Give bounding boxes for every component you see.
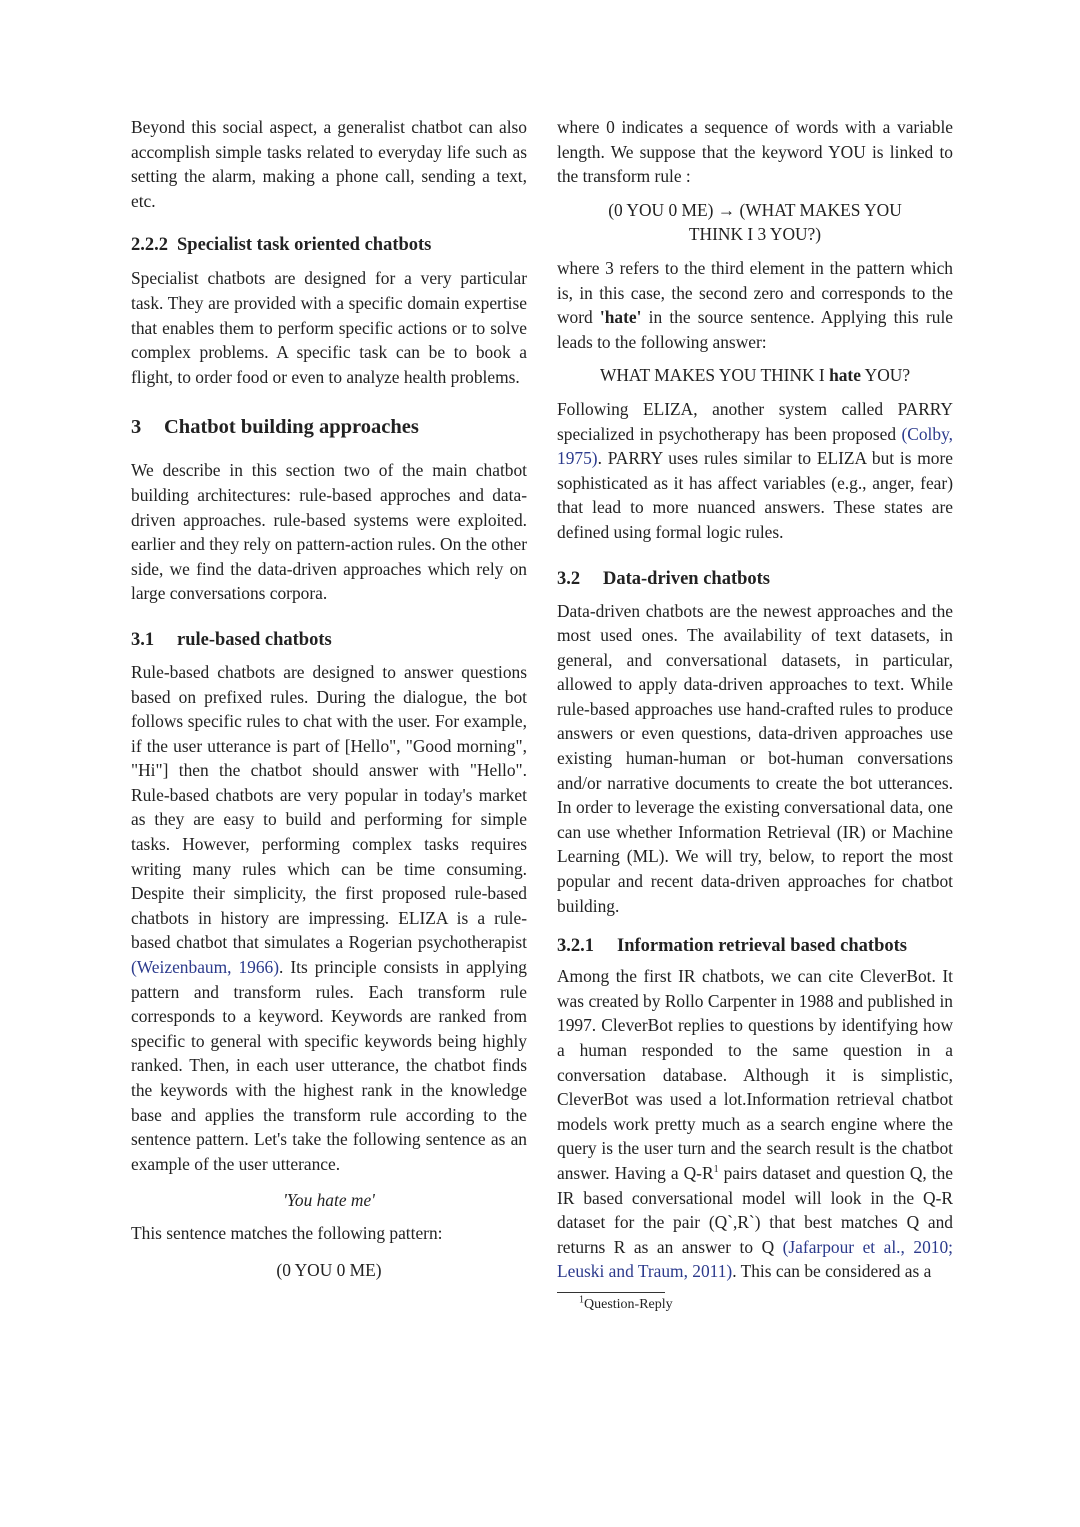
answer-example: WHAT MAKES YOU THINK I hate YOU? (599, 365, 911, 386)
footnote-marker: 1 (713, 1164, 719, 1176)
paragraph-specialist: Specialist chatbots are designed for a very particular task. They are provided with a specific domain expertise that enables them to perform specific actions or to solve complex problems. A specific task can be to book a flight, to order food or even to analyze health problems. (131, 268, 527, 387)
paragraph-rule-based: Rule-based chatbots are designed to answer questions based on prefixed rules. During the dialogue, the bot follows specific rules to chat with the user. For example, if the user utterance is part of [Hello", "Good morning", "Hi"] then the chatbot should answer with "Hello". Rule-based chatbots are very popular in today's market as they are easy to build and performing for simple tasks. However, performing complex tasks requires writing many rules which can be time consuming. Despite their simplicity, the first proposed rule-based chatbots in history are impressing. ELIZA is a rule-based chatbot that simulates a Rogerian psychotherapist (Weizenbaum, 1966). Its principle consists in applying pattern and transform rules. Each transform rule corresponds to a keyword. Keywords are ranked from specific to general with specific keywords being highly ranked. Then, in each user utterance, the chatbot finds the keywords with the highest rank in the knowledge base and applies the transform rule according to the sentence pattern. Let's take the following sentence as an example of the user utterance. (131, 661, 527, 1174)
section-title: Data-driven chatbots (603, 568, 771, 589)
right-column (557, 115, 953, 1315)
citation-jafarpour-leuski[interactable]: (Jafarpour et al., 2010; Leuski and Traum, 2011) (557, 1236, 953, 1282)
hate-keyword: 'hate' (599, 307, 642, 328)
paragraph-approaches: We describe in this section two of the main chatbot building architectures: rule-based approches and data-driven approaches. rule-based systems were exploited. earlier and they rely on pattern-action rules. On the other side, we find the data-driven approaches which rely on large conversations corpora. (131, 460, 527, 604)
transform-rule-line-1: (0 YOU 0 ME) → (WHAT MAKES YOU (608, 199, 902, 220)
section-title: Information retrieval based chatbots (617, 936, 907, 957)
heading-3 (131, 414, 527, 440)
section-title: rule-based chatbots (177, 629, 332, 650)
section-title: Specialist task oriented chatbots (177, 235, 432, 256)
left-column (131, 115, 527, 1282)
example-utterance: 'You hate me' (283, 1190, 375, 1211)
paragraph-ir-chatbots: Among the first IR chatbots, we can cite CleverBot. It was created by Rollo Carpenter in 1988 and published in 1997. CleverBot replies to questions by identifying how a human responded to the same question in a conversation database. Although it is simplistic, CleverBot was used a lot.Information retrieval chatbot models work pretty much as a search engine where the query is the user turn and the search result is the chatbot answer. Having a $Q-R^1$ pairs dataset and question Q, the IR based conversational model will look in the Q-R dataset for the pair (Q`,R`) that best matches Q and returns R as an answer to Q (Jafarpour et al., 2010; Leuski and Traum, 2011). This can be considered as a (557, 966, 953, 1282)
heading-3-1 (131, 628, 527, 652)
heading-3-2-1 (557, 934, 953, 958)
paragraph-parry: Following ELIZA, another system called PARRY specialized in psychotherapy has been proposed (Colby, 1975). PARRY uses rules similar to ELIZA but is more sophisticated as it has affect variables (e.g., anger, fear) that lead to more nuanced answers. These states are defined using formal logic rules. (557, 398, 953, 542)
section-number: 2.2.2 (131, 235, 168, 256)
section-number: 3.1 (131, 629, 155, 650)
footnote: $^1$Question-Reply (579, 1294, 673, 1312)
section-number: 3.2 (557, 568, 581, 589)
section-title: Chatbot building approaches (164, 416, 419, 439)
paragraph-where-3: where 3 refers to the third element in the pattern which is, in this case, the second zero and corresponds to the word 'hate' in the source sentence. Applying this rule leads to the following answer: (557, 257, 953, 352)
transform-rule-line-2: THINK I 3 YOU?) (688, 224, 822, 245)
citation-weizenbaum[interactable]: (Weizenbaum, 1966) (131, 957, 280, 978)
pattern-example: (0 YOU 0 ME) (276, 1259, 382, 1280)
paragraph-matches: This sentence matches the following pattern: (131, 1222, 443, 1243)
section-number: 3 (131, 416, 142, 439)
paragraph-data-driven: Data-driven chatbots are the newest approaches and the most used ones. The availability of text datasets, in general, and conversational datasets, in particular, allowed to apply data-driven approaches to text. While rule-based approaches use hand-crafted rules to produce answers or even questions, data-driven approaches use existing human-human or bot-human conversations and/or narrative documents to create the bot utterances. In order to leverage the existing conversational data, one can use whether Information Retrieval (IR) or Machine Learning (ML). We will try, below, to report the most popular and recent data-driven approaches for chatbot building. (557, 600, 953, 916)
footnote-divider (557, 1292, 665, 1293)
citation-colby[interactable]: (Colby, 1975) (557, 423, 953, 469)
heading-2-2-2 (131, 233, 527, 257)
paragraph-where-0: where 0 indicates a sequence of words with a variable length. We suppose that the keyword YOU is linked to the transform rule : (557, 117, 953, 187)
paragraph-generalist: Beyond this social aspect, a generalist chatbot can also accomplish simple tasks related to everyday life such as setting the alarm, making a phone call, sending a text, etc. (131, 117, 527, 211)
heading-3-2 (557, 567, 953, 591)
section-number: 3.2.1 (557, 936, 594, 957)
